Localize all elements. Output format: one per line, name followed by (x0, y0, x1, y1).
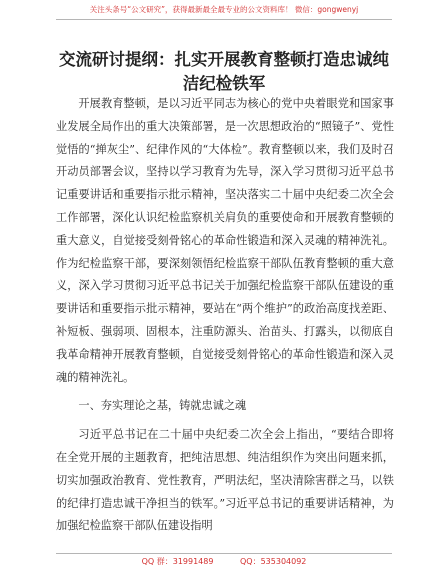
document-body (56, 93, 394, 538)
footer-qq-contact: QQ：535304092 (240, 557, 307, 566)
body-paragraph: 习近平总书记在二十届中央纪委二次全会上指出，“要结合即将在全党开展的主题教育，把纯洁思想、纯洁组织作为突出问题来抓，切实加强政治教育、党性教育，严明法纪，坚决清除害群之马，以铁的纪律打造忠诚干净担当的铁军。”习近平总书记的重要讲话精神，为加强纪检监察干部队伍建设指明 (56, 428, 394, 533)
header-promo-note: 关注头条号“公文研究”，获得最新最全最专业的公文资料库！ 微信：gongwenyj (89, 5, 359, 14)
document-title (40, 48, 408, 96)
section-heading: 一、夯实理论之基，铸就忠诚之魂 (78, 399, 247, 413)
header-divider (56, 19, 392, 20)
body-paragraph: 开展教育整顿，是以习近平同志为核心的党中央着眼党和国家事业发展全局作出的重大决策部署，是一次思想政治的“照镜子”、党性觉悟的“掸灰尘”、纪律作风的“大体检”。教育整顿以来，我们及时召开动员部署会议，坚持以学习教育为先导，深入学习贯彻习近平总书记重要讲话和重要指示批示精神，坚决落实二十届中央纪委二次全会工作部署，深化认识纪检监察机关肩负的重要使命和开展教育整顿的重大意义，自觉接受刻骨铭心的革命性锻造和深入灵魂的精神洗礼。作为纪检监察干部，要深刻领悟纪检监察干部队伍教育整顿的重大意义，深入学习贯彻习近平总书记关于加强纪检监察干部队伍建设的重要讲话和重要指示批示精神，要站在“两个维护”的政治高度找差距、补短板、强弱项、固根本，注重防源头、治苗头、打露头，以彻底自我革命精神开展教育整顿，自觉接受刻骨铭心的革命性锻造和深入灵魂的精神洗礼。 (56, 97, 394, 384)
title-line-1: 交流研讨提纲：扎实开展教育整顿打造忠诚纯 (59, 50, 389, 69)
footer-divider (56, 553, 392, 554)
footer-qq-group: QQ 群：31991489 (141, 557, 214, 566)
footer-contact (0, 556, 448, 567)
title-line-2: 洁纪检铁军 (182, 74, 266, 93)
